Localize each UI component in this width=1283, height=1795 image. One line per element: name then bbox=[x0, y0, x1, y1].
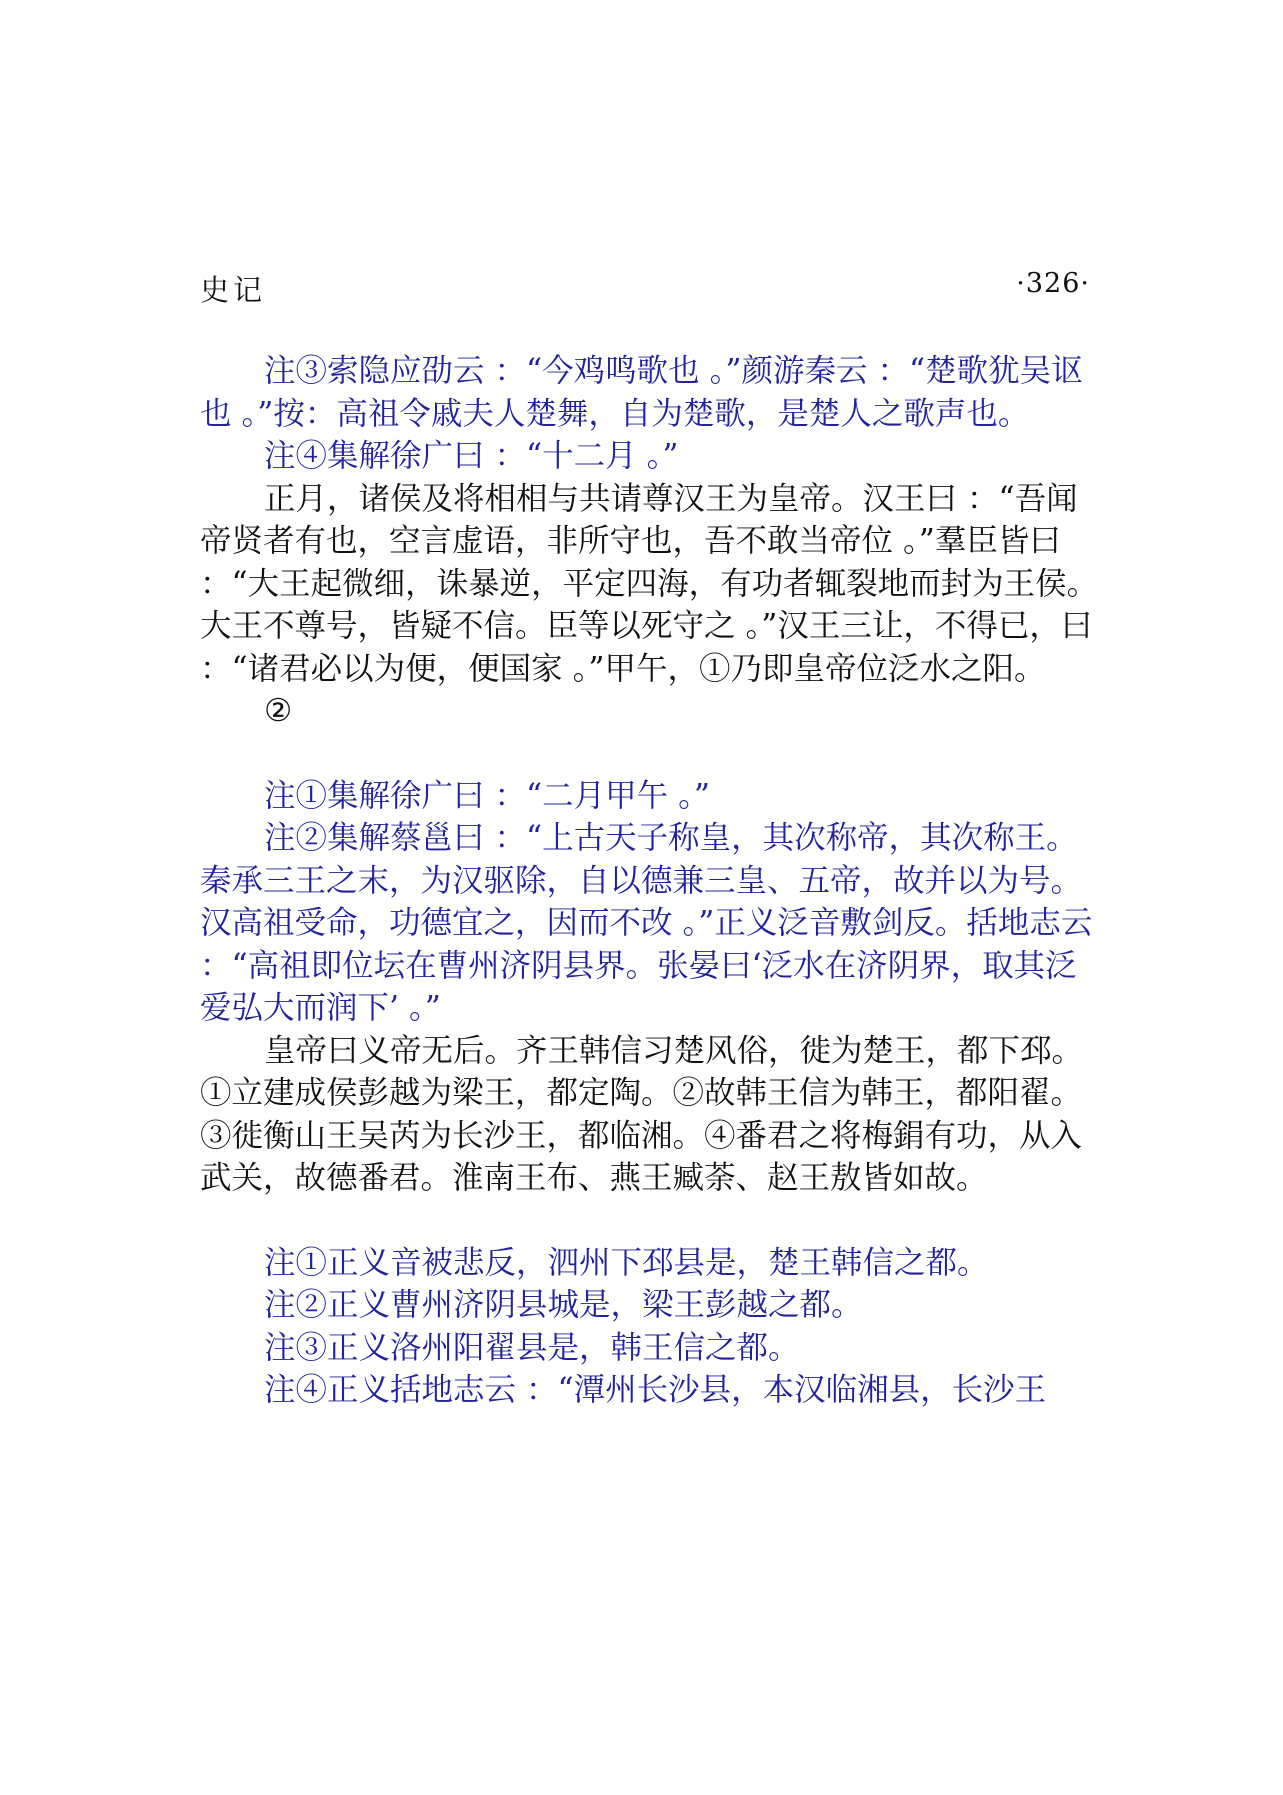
page-number: ·326· bbox=[1016, 268, 1090, 299]
spacer bbox=[200, 1200, 1105, 1242]
annotation-paragraph: 注④正义括地志云 ：“潭州长沙县，本汉临湘县，长沙王 bbox=[264, 1372, 1047, 1408]
annotation-paragraph: 注③索隐应劭云 ：“今鸡鸣歌也 。”颜游秦云 ：“楚歌犹吴讴也 。”按：高祖令戚夫人楚舞，自为楚歌，是楚人之歌声也。 bbox=[200, 353, 1083, 432]
annotation-paragraph: 注①集解徐广曰 ：“二月甲午 。” bbox=[264, 777, 710, 814]
footnote-marker-line: ② bbox=[264, 693, 293, 729]
main-text-paragraph: 皇帝曰义帝无后。齐王韩信习楚风俗，徙为楚王，都下邳。①立建成侯彭越为梁王，都定陶。②故韩王信为韩王，都阳翟。③徙衡山王吴芮为长沙王，都临湘。④番君之将梅鋗有功，从入武关，故德番君。淮南王布、燕王臧荼、赵王敖皆如故。 bbox=[200, 1032, 1084, 1196]
annotation-paragraph: 注①正义音被悲反，泗州下邳县是，楚王韩信之都。 bbox=[264, 1244, 989, 1281]
book-title: 史记 bbox=[200, 273, 267, 307]
annotation-paragraph: 注②正义曹州济阴县城是，梁王彭越之都。 bbox=[264, 1287, 863, 1323]
annotation-paragraph: 注②集解蔡邕曰 ：“上古天子称皇，其次称帝，其次称王。秦承三王之末，为汉驱除，自以德兼三皇、五帝，故并以为号。汉高祖受命，功德宜之，因而不改 。”正义泛音敷剑反。括地志云 ：“高祖即位坛在曹州济阴县界。张晏曰‘泛水在济阴界，取其泛爱弘大而润下’ 。” bbox=[200, 820, 1103, 1026]
annotation-paragraph: 注④集解徐广曰 ：“十二月 。” bbox=[264, 438, 679, 474]
page-header bbox=[200, 268, 1090, 312]
annotation-paragraph: 注③正义洛州阳翟县是，韩王信之都。 bbox=[264, 1329, 800, 1366]
spacer bbox=[200, 733, 1105, 775]
main-text-paragraph: 正月，诸侯及将相相与共请尊汉王为皇帝。汉王曰 ：“吾闻帝贤者有也，空言虚语，非所守也，吾不敢当帝位 。”羣臣皆曰 ：“大王起微细，诛暴逆，平定四海，有功者辄裂地而封为王侯。大王不尊号，皆疑不信。臣等以死守之 。”汉王三让，不得已，曰 ：“诸君必以为便，便国家 。”甲午，①乃即皇帝位泛水之阳。 bbox=[200, 480, 1103, 687]
page-body bbox=[200, 350, 1105, 1412]
